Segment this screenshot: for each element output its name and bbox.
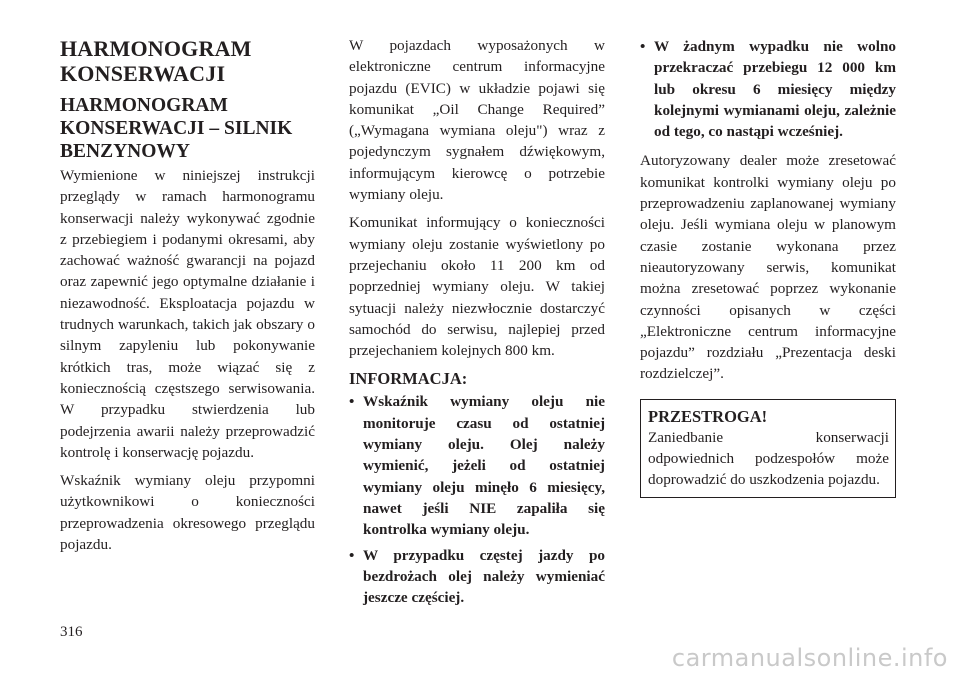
paragraph: Wymienione w niniejszej instrukcji przeglądy w ramach harmonogramu konserwacji należy wykonywać zgodnie z przebiegiem i podanymi okresami, aby zachować ważność gwarancji na pojazd oraz zapewnić jego optymalne działanie i niezawodność. Eksploatacja pojazdu w trudnych warunkach, takich jak obszary o silnym zapyleniu lub pokonywanie krótkich tras, może wiązać się z koniecznością częstszego serwisowania. W przypadku stwierdzenia lub podejrzenia awarii należy przeprowadzić kontrolę i konserwację pojazdu. [60,167,315,461]
caution-box [640,399,896,498]
watermark: carmanualsonline.info [671,644,948,672]
page-number: 316 [60,624,83,640]
page-title: HARMONOGRAM KONSERWACJI [60,36,252,86]
list-item-text: W przypadku częstej jazdy po bezdrożach olej należy wymieniać jeszcze częściej. [363,546,605,607]
info-list-continued [640,36,896,142]
info-heading: INFORMACJA: [349,369,468,389]
column-left [60,36,315,562]
paragraph: Autoryzowany dealer może zresetować komunikat kontrolki wymiany oleju po przeprowadzeniu zaplanowanej wymiany oleju. Jeśli wymiana oleju w planowym czasie zostanie wykonana przez nieautoryzowany serwis, komunikat można zresetować poprzez wykonanie czynności opisanych w części „Elektroniczne centrum informacyjne pojazdu” rozdziału „Prezentacja deski rozdzielczej”. [640,152,896,383]
paragraph: Komunikat informujący o konieczności wymiany oleju zostanie wyświetlony po przejechaniu około 11 200 km od poprzedniej wymiany oleju. W takiej sytuacji należy niezwłocznie dostarczyć samochód do serwisu, najlepiej przed przejechaniem kolejnych 800 km. [349,214,605,360]
bullet-icon: • [349,393,355,411]
list-item-text: Wskaźnik wymiany oleju nie monitoruje czasu od ostatniej wymiany oleju. Olej należy wymienić, jeżeli od ostatniej wymiany oleju minęło 6 miesięcy, nawet jeśli NIE zapaliła się kontrolka wymiany oleju. [363,393,605,539]
paragraph: W pojazdach wyposażonych w elektroniczne centrum informacyjne pojazdu (EVIC) w układzie pojawi się komunikat „Oil Change Required” („Wymagana wymiana oleju") wraz z pojedynczym sygnałem dźwiękowym, informującym kierowcę o potrzebie wymiany oleju. [349,37,605,204]
column-right [640,36,896,498]
list-item [349,545,605,609]
caution-title: PRZESTROGA! [648,406,768,426]
bullet-icon: • [640,38,646,55]
paragraph: Wskaźnik wymiany oleju przypomni użytkownikowi o konieczności przeprowadzenia okresowego przeglądu pojazdu. [60,472,315,554]
section-title: HARMONOGRAM KONSERWACJI – SILNIK BENZYNOWY [60,95,293,162]
caution-text: Zaniedbanie konserwacji odpowiednich podzespołów może doprowadzić do uszkodzenia pojazdu. [648,428,889,489]
list-item [349,391,605,540]
list-item-text: W żadnym wypadku nie wolno przekraczać przebiegu 12 000 km lub okresu 6 miesięcy między kolejnymi wymianami oleju, zależnie od tego, co nastąpi wcześniej. [654,38,896,141]
list-item [640,36,896,142]
column-middle [349,35,605,612]
info-list [349,391,605,608]
bullet-icon: • [349,546,355,564]
